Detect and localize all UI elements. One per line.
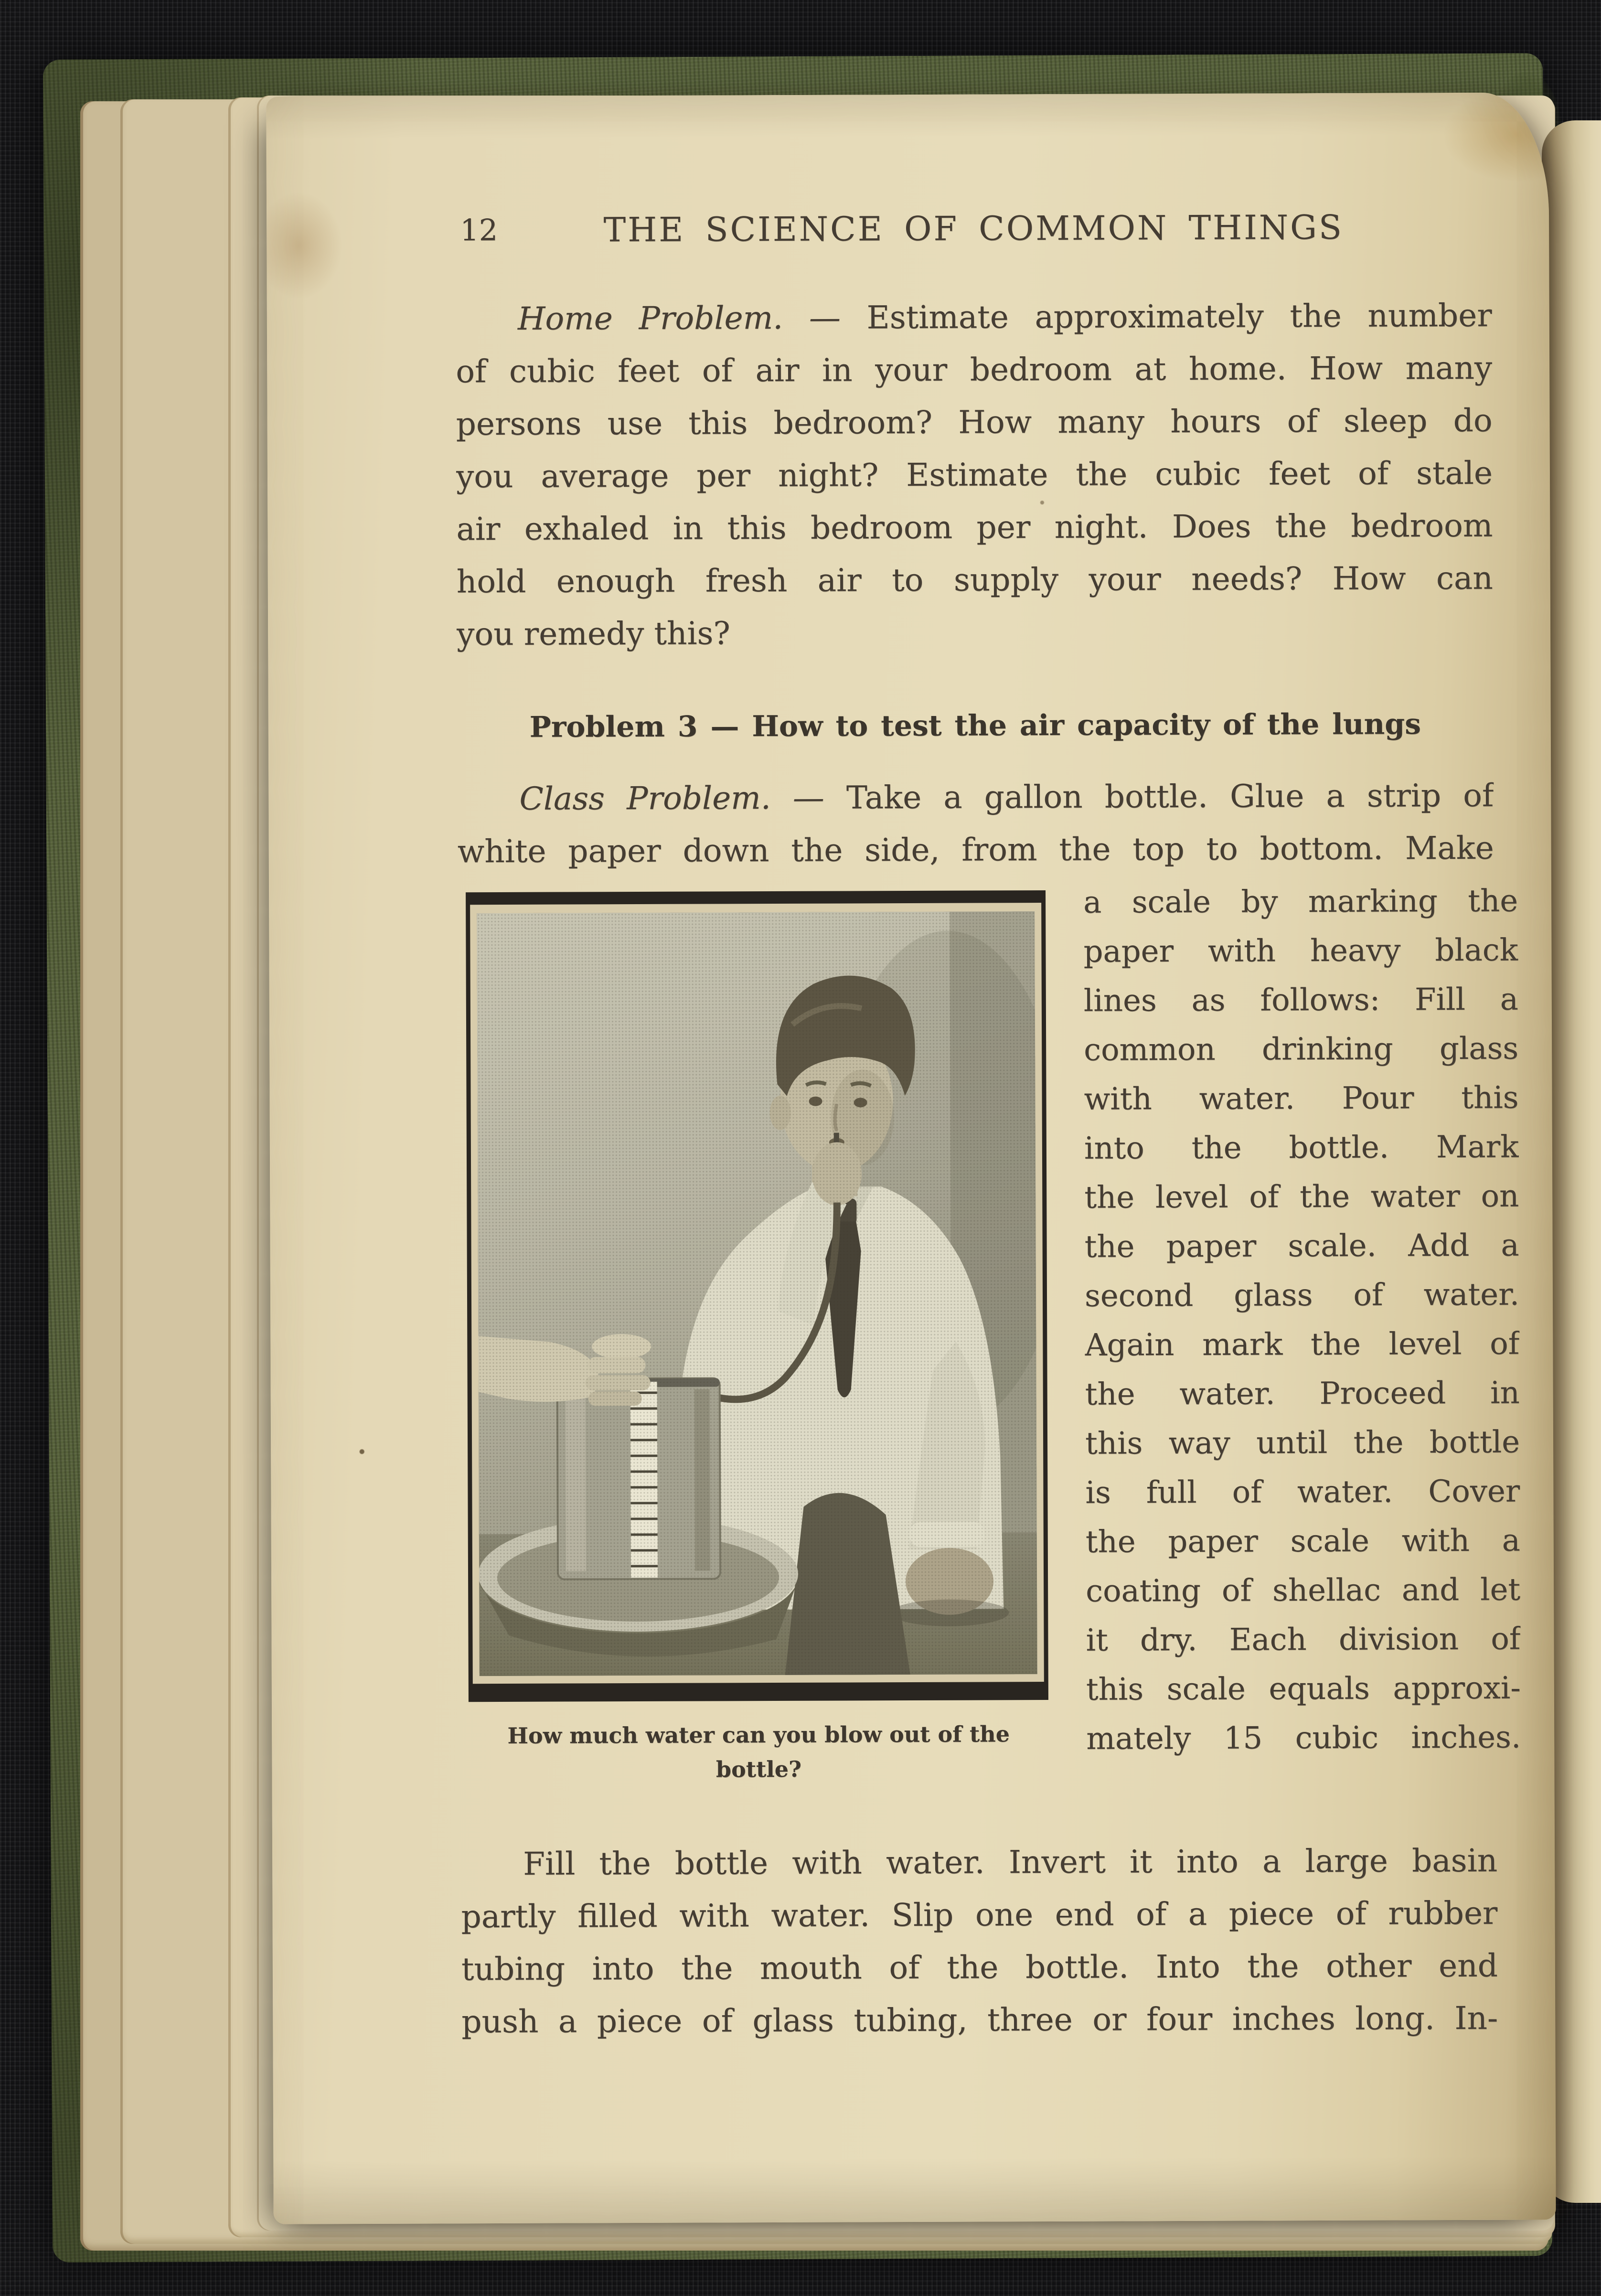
figure-caption	[469, 1717, 1048, 1787]
paragraph-first-line-rest: Estimate approximately the number	[866, 297, 1492, 336]
text-line: white paper down the side, from the top to bottom. Make	[457, 829, 1494, 870]
figure-caption-line: How much water can you blow out of the	[507, 1721, 1010, 1749]
text-line: hold enough fresh air to supply your needs? How can	[456, 559, 1493, 600]
paragraph-lead-italic: Class Problem. —	[519, 779, 824, 817]
text-line: partly filled with water. Slip one end of a piece of rubber	[461, 1894, 1498, 1935]
paragraph-lead-italic: Home Problem. —	[517, 299, 841, 337]
text-line: tubing into the mouth of the bottle. Into the other end	[461, 1947, 1498, 1988]
text-line: into the bottle. Mark	[1084, 1129, 1519, 1166]
paragraph-closing	[461, 1835, 1498, 2049]
text-line: this way until the bottle	[1085, 1424, 1520, 1462]
text-line	[456, 289, 1492, 346]
figure-caption-line: bottle?	[715, 1756, 802, 1783]
text-line: coating of shellac and let	[1086, 1572, 1521, 1609]
book-page	[266, 92, 1556, 2224]
figure-photo-frame	[466, 890, 1048, 1702]
text-line: you average per night? Estimate the cubic feet of stale	[456, 454, 1493, 495]
text-line: mately 15 cubic inches.	[1086, 1719, 1521, 1757]
paragraph-class-problem	[457, 769, 1494, 878]
running-title: THE SCIENCE OF COMMON THINGS	[603, 207, 1344, 250]
right-column-text	[1083, 877, 1521, 1764]
text-line: you remedy this?	[457, 615, 730, 653]
page-number: 12	[460, 213, 498, 248]
text-line: it dry. Each division of	[1086, 1621, 1521, 1658]
text-line: the paper scale with a	[1085, 1523, 1520, 1560]
text-line: of cubic feet of air in your bedroom at home. How many	[456, 349, 1493, 390]
scale-strip	[630, 1382, 658, 1578]
rolled-cuff	[910, 1522, 984, 1547]
text-line: paper with heavy black	[1083, 932, 1518, 970]
text-line: air exhaled in this bedroom per night. Does the bedroom	[456, 507, 1493, 548]
text-line: is full of water. Cover	[1085, 1474, 1520, 1511]
text-line: push a piece of glass tubing, three or four inches long. In-	[461, 1999, 1498, 2040]
problem3-heading: Problem 3 — How to test the air capacity of the lungs	[529, 707, 1421, 744]
paragraph-home-problem	[456, 289, 1494, 661]
text-line: the water. Proceed in	[1085, 1375, 1520, 1412]
text-line: the paper scale. Add a	[1084, 1228, 1519, 1265]
running-header	[455, 208, 1492, 250]
lung-capacity-photo	[477, 911, 1037, 1676]
inverted-bottle	[557, 1378, 720, 1579]
text-line: a scale by marking the	[1083, 883, 1518, 920]
text-line: second glass of water.	[1084, 1277, 1520, 1314]
photo-illustration	[477, 911, 1037, 1676]
boy-hand	[812, 1142, 862, 1205]
text-line: with water. Pour this	[1084, 1080, 1519, 1117]
paragraph-first-line-rest: Take a gallon bottle. Glue a strip of	[846, 777, 1494, 816]
text-line: lines as follows: Fill a	[1083, 982, 1518, 1019]
text-line: the level of the water on	[1084, 1178, 1519, 1216]
text-line: Fill the bottle with water. Invert it into a large basin	[523, 1842, 1498, 1882]
text-line: this scale equals approxi-	[1086, 1670, 1521, 1708]
text-line	[457, 769, 1494, 826]
text-line: Again mark the level of	[1085, 1326, 1520, 1363]
text-line: common drinking glass	[1084, 1031, 1519, 1068]
text-line: persons use this bedroom? How many hours of sleep do	[456, 402, 1493, 443]
